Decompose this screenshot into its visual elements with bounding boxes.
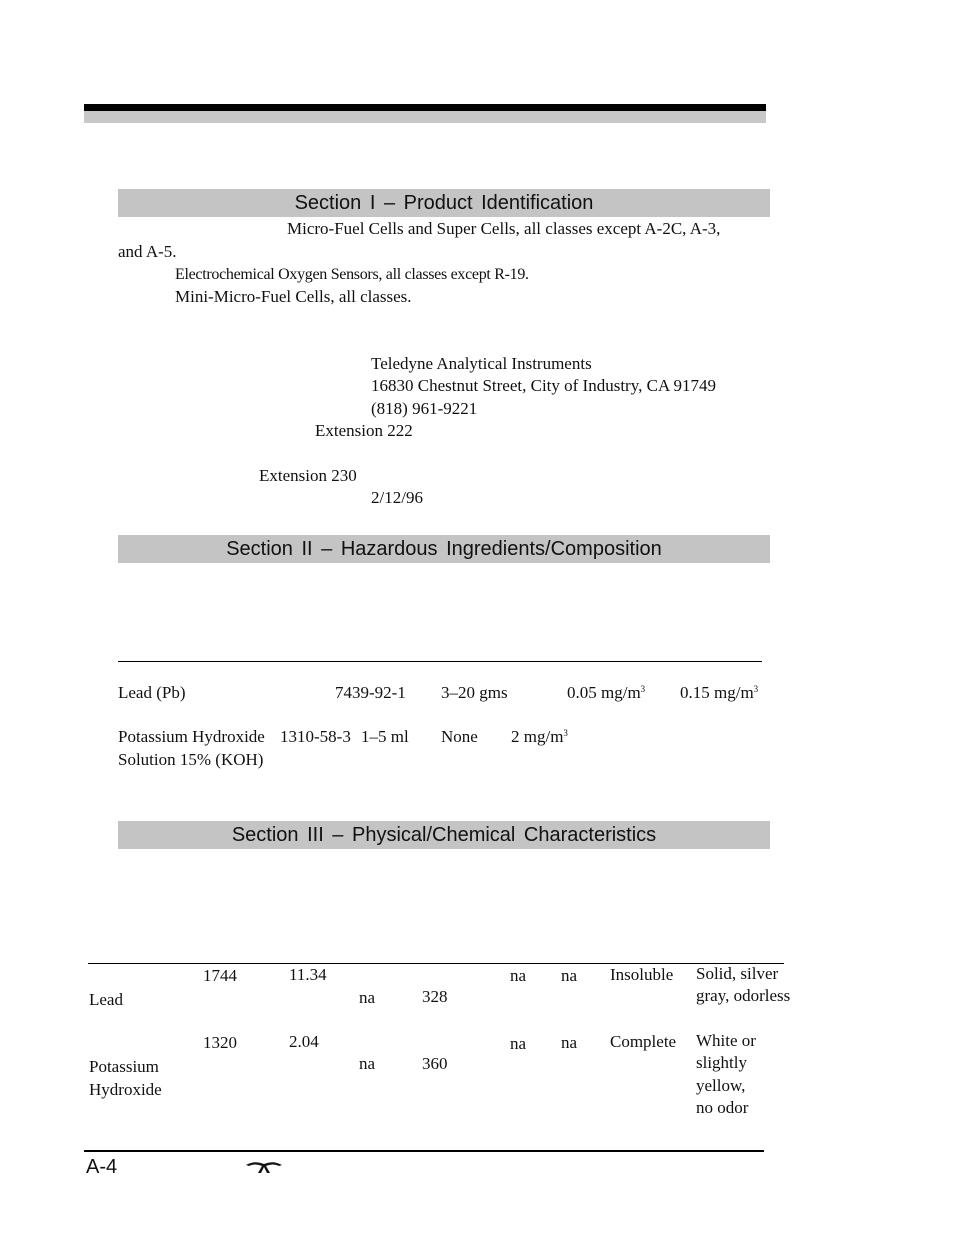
section-3-heading: Section III – Physical/Chemical Characteristics [118, 821, 770, 849]
physical-col-7: Insoluble [610, 965, 674, 984]
physical-name: Lead [89, 990, 123, 1009]
ingredient-tlv: 0.15 $mg/m^3$ [680, 683, 759, 702]
ingredient-quantity: 3–20 gms [441, 683, 508, 702]
physical-table-rule [88, 963, 784, 964]
physical-appearance-line: Solid, silver [696, 964, 779, 983]
header-rule-gray [84, 111, 766, 123]
product-line-1: Micro-Fuel Cells and Super Cells, all classes except A-2C, A-3, [287, 219, 721, 238]
physical-col-3: na [359, 1054, 376, 1073]
physical-appearance-line: no odor [696, 1098, 749, 1117]
physical-col-6: na [561, 966, 578, 985]
header-rule-black [84, 104, 766, 111]
page-number: A-4 [86, 1156, 118, 1178]
physical-col-6: na [561, 1033, 578, 1052]
section-2-heading: Section II – Hazardous Ingredients/Composition [118, 535, 770, 563]
ingredient-tlv: 2 $mg/m^3$ [511, 727, 568, 746]
physical-appearance-line: White or [696, 1031, 756, 1050]
physical-col-2: 2.04 [289, 1032, 319, 1051]
product-line-3: Mini-Micro-Fuel Cells, all classes. [175, 287, 412, 306]
product-line-2: Electrochemical Oxygen Sensors, all classes except R-19. [175, 266, 529, 283]
physical-col-4: 360 [422, 1054, 448, 1073]
section-1-heading: Section I – Product Identification [118, 189, 770, 217]
physical-col-2: 11.34 [289, 965, 327, 984]
ingredient-cas: 7439-92-1 [335, 683, 406, 702]
manufacturer-extension-1: Extension 222 [315, 421, 413, 440]
ingredients-table-rule [118, 661, 762, 662]
ingredient-name: Lead (Pb) [118, 683, 186, 702]
physical-name: Potassium [89, 1057, 159, 1076]
physical-col-1: 1320 [203, 1033, 237, 1052]
ingredient-pel: 0.05 $mg/m^3$ [567, 683, 646, 702]
ingredient-name-line-2: Solution 15% (KOH) [118, 750, 264, 769]
teledyne-logo-icon [246, 1160, 282, 1174]
prepared-date: 2/12/96 [371, 488, 423, 507]
ingredient-cas: 1310-58-3 [280, 727, 351, 746]
physical-col-4: 328 [422, 987, 448, 1006]
physical-col-3: na [359, 988, 376, 1007]
physical-appearance-line: gray, odorless [696, 986, 791, 1005]
physical-col-7: Complete [610, 1032, 677, 1051]
ingredient-name: Potassium Hydroxide [118, 727, 265, 746]
product-line-1b: and A-5. [118, 242, 177, 261]
ingredient-quantity: 1–5 ml [361, 727, 409, 746]
manufacturer-phone: (818) 961-9221 [371, 399, 478, 418]
manufacturer-name: Teledyne Analytical Instruments [371, 354, 592, 373]
manufacturer-address: 16830 Chestnut Street, City of Industry, CA 91749 [371, 376, 717, 395]
physical-col-1: 1744 [203, 966, 237, 985]
physical-name-line-2: Hydroxide [89, 1080, 162, 1099]
physical-col-5: na [510, 966, 527, 985]
manufacturer-extension-2: Extension 230 [259, 466, 357, 485]
physical-col-5: na [510, 1034, 527, 1053]
physical-appearance-line: yellow, [696, 1076, 746, 1095]
ingredient-pel: None [441, 727, 478, 746]
physical-appearance-line: slightly [696, 1053, 748, 1072]
footer-rule [84, 1150, 764, 1152]
